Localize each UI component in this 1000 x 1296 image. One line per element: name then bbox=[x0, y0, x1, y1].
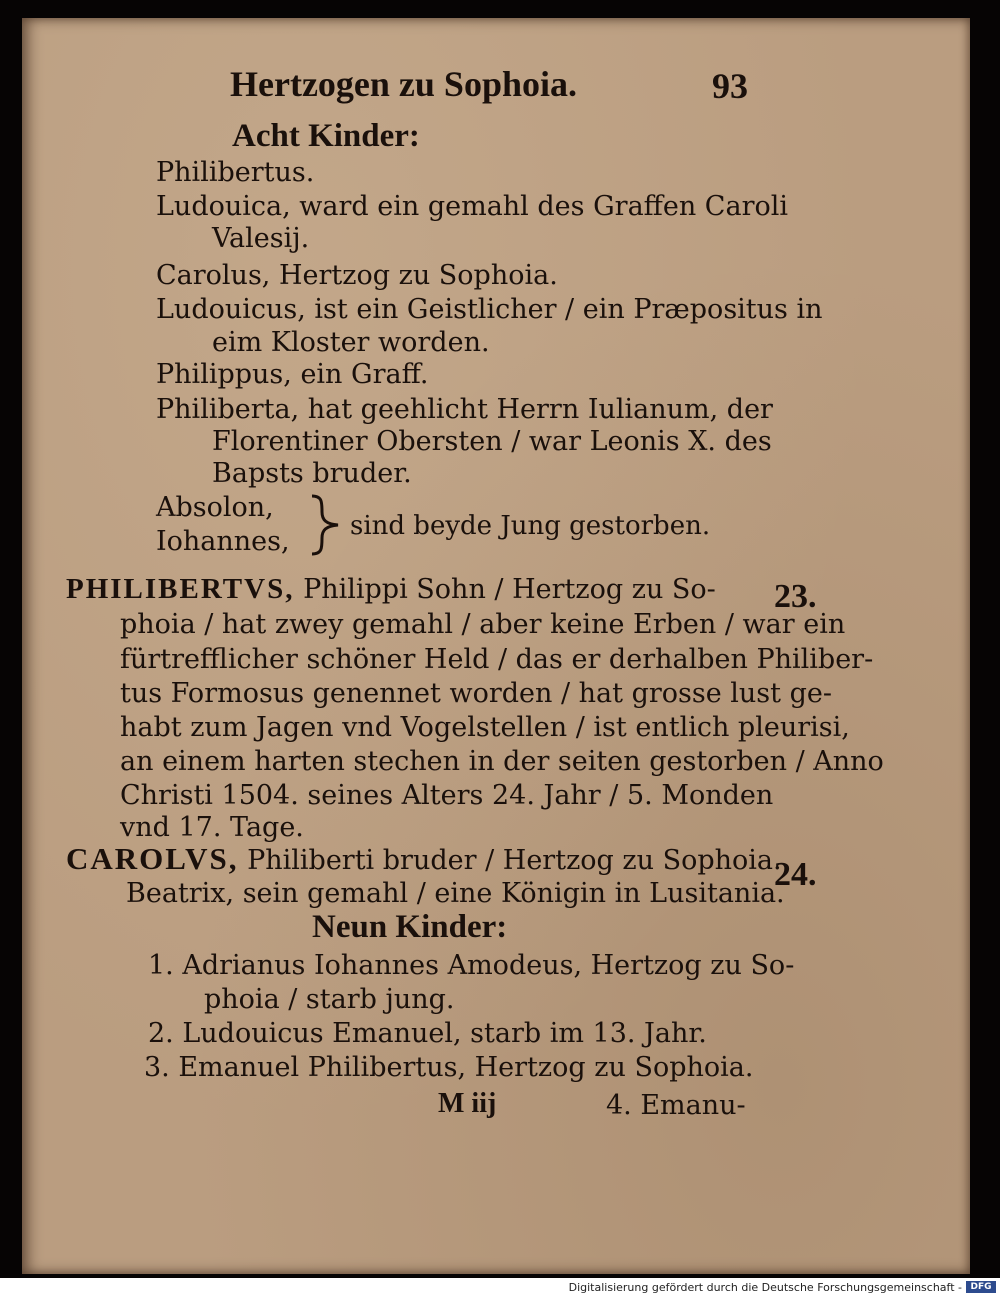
running-head: Hertzogen zu Sophoia. bbox=[230, 64, 577, 104]
text-line: Philibertus. bbox=[156, 157, 315, 188]
text-line: an einem harten stechen in der seiten gestorben / Anno bbox=[120, 746, 884, 777]
twins-note: sind beyde Jung gestorben. bbox=[350, 511, 711, 541]
page-number: 93 bbox=[712, 66, 748, 106]
text-line: Valesij. bbox=[212, 223, 310, 254]
text-line: phoia / starb jung. bbox=[204, 984, 455, 1015]
margin-number: 23. bbox=[774, 578, 817, 615]
twin-name: Absolon, bbox=[156, 492, 274, 523]
text-line: Philiberta, hat geehlicht Herrn Iulianum, der bbox=[156, 394, 773, 425]
section-heading-nine-children: Neun Kinder: bbox=[312, 909, 508, 945]
paragraph-lead-name: CAROLVS, bbox=[66, 841, 239, 876]
curly-brace-icon bbox=[308, 492, 348, 558]
catchword: 4. Emanu- bbox=[606, 1090, 746, 1121]
signature-mark: M iij bbox=[438, 1088, 497, 1119]
book-page bbox=[22, 18, 970, 1274]
text-line: Beatrix, sein gemahl / eine Königin in Lusitania. bbox=[126, 878, 785, 909]
margin-number: 24. bbox=[774, 856, 817, 893]
text-line: 1. Adrianus Iohannes Amodeus, Hertzog zu So- bbox=[148, 950, 795, 981]
section-heading-eight-children: Acht Kinder: bbox=[232, 118, 420, 154]
text-line: tus Formosus genennet worden / hat grosse lust ge- bbox=[120, 678, 832, 709]
dfg-logo: DFG bbox=[966, 1281, 996, 1293]
text-line: 2. Ludouicus Emanuel, starb im 13. Jahr. bbox=[148, 1018, 707, 1049]
text-line: Philiberti bruder / Hertzog zu Sophoia. bbox=[247, 845, 782, 876]
text-line: Bapsts bruder. bbox=[212, 458, 412, 489]
text-line: 3. Emanuel Philibertus, Hertzog zu Sophoia. bbox=[144, 1052, 754, 1083]
text-line: Florentiner Obersten / war Leonis X. des bbox=[212, 426, 772, 457]
text-line: Ludouicus, ist ein Geistlicher / ein Præpositus in bbox=[156, 294, 823, 325]
text-line: fürtrefflicher schöner Held / das er derhalben Philiber- bbox=[120, 644, 874, 675]
paragraph-philibertus-first-line bbox=[66, 575, 716, 604]
text-line: eim Kloster worden. bbox=[212, 327, 490, 358]
text-line: habt zum Jagen vnd Vogelstellen / ist entlich pleurisi, bbox=[120, 712, 850, 743]
text-line: vnd 17. Tage. bbox=[120, 812, 304, 843]
text-line: phoia / hat zwey gemahl / aber keine Erben / war ein bbox=[120, 609, 846, 640]
footer-credit: Digitalisierung gefördert durch die Deutsche Forschungsgemeinschaft - bbox=[568, 1281, 962, 1294]
text-line: Philippi Sohn / Hertzog zu So- bbox=[303, 574, 716, 605]
paragraph-lead-name: PHILIBERTVS, bbox=[66, 573, 295, 605]
text-line: Ludouica, ward ein gemahl des Graffen Caroli bbox=[156, 191, 788, 222]
paragraph-carolus-first-line bbox=[66, 843, 782, 874]
twin-name: Iohannes, bbox=[156, 526, 290, 557]
digitization-footer bbox=[0, 1279, 1000, 1296]
text-line: Christi 1504. seines Alters 24. Jahr / 5. Monden bbox=[120, 780, 774, 811]
text-line: Carolus, Hertzog zu Sophoia. bbox=[156, 260, 558, 291]
text-line: Philippus, ein Graff. bbox=[156, 359, 429, 390]
